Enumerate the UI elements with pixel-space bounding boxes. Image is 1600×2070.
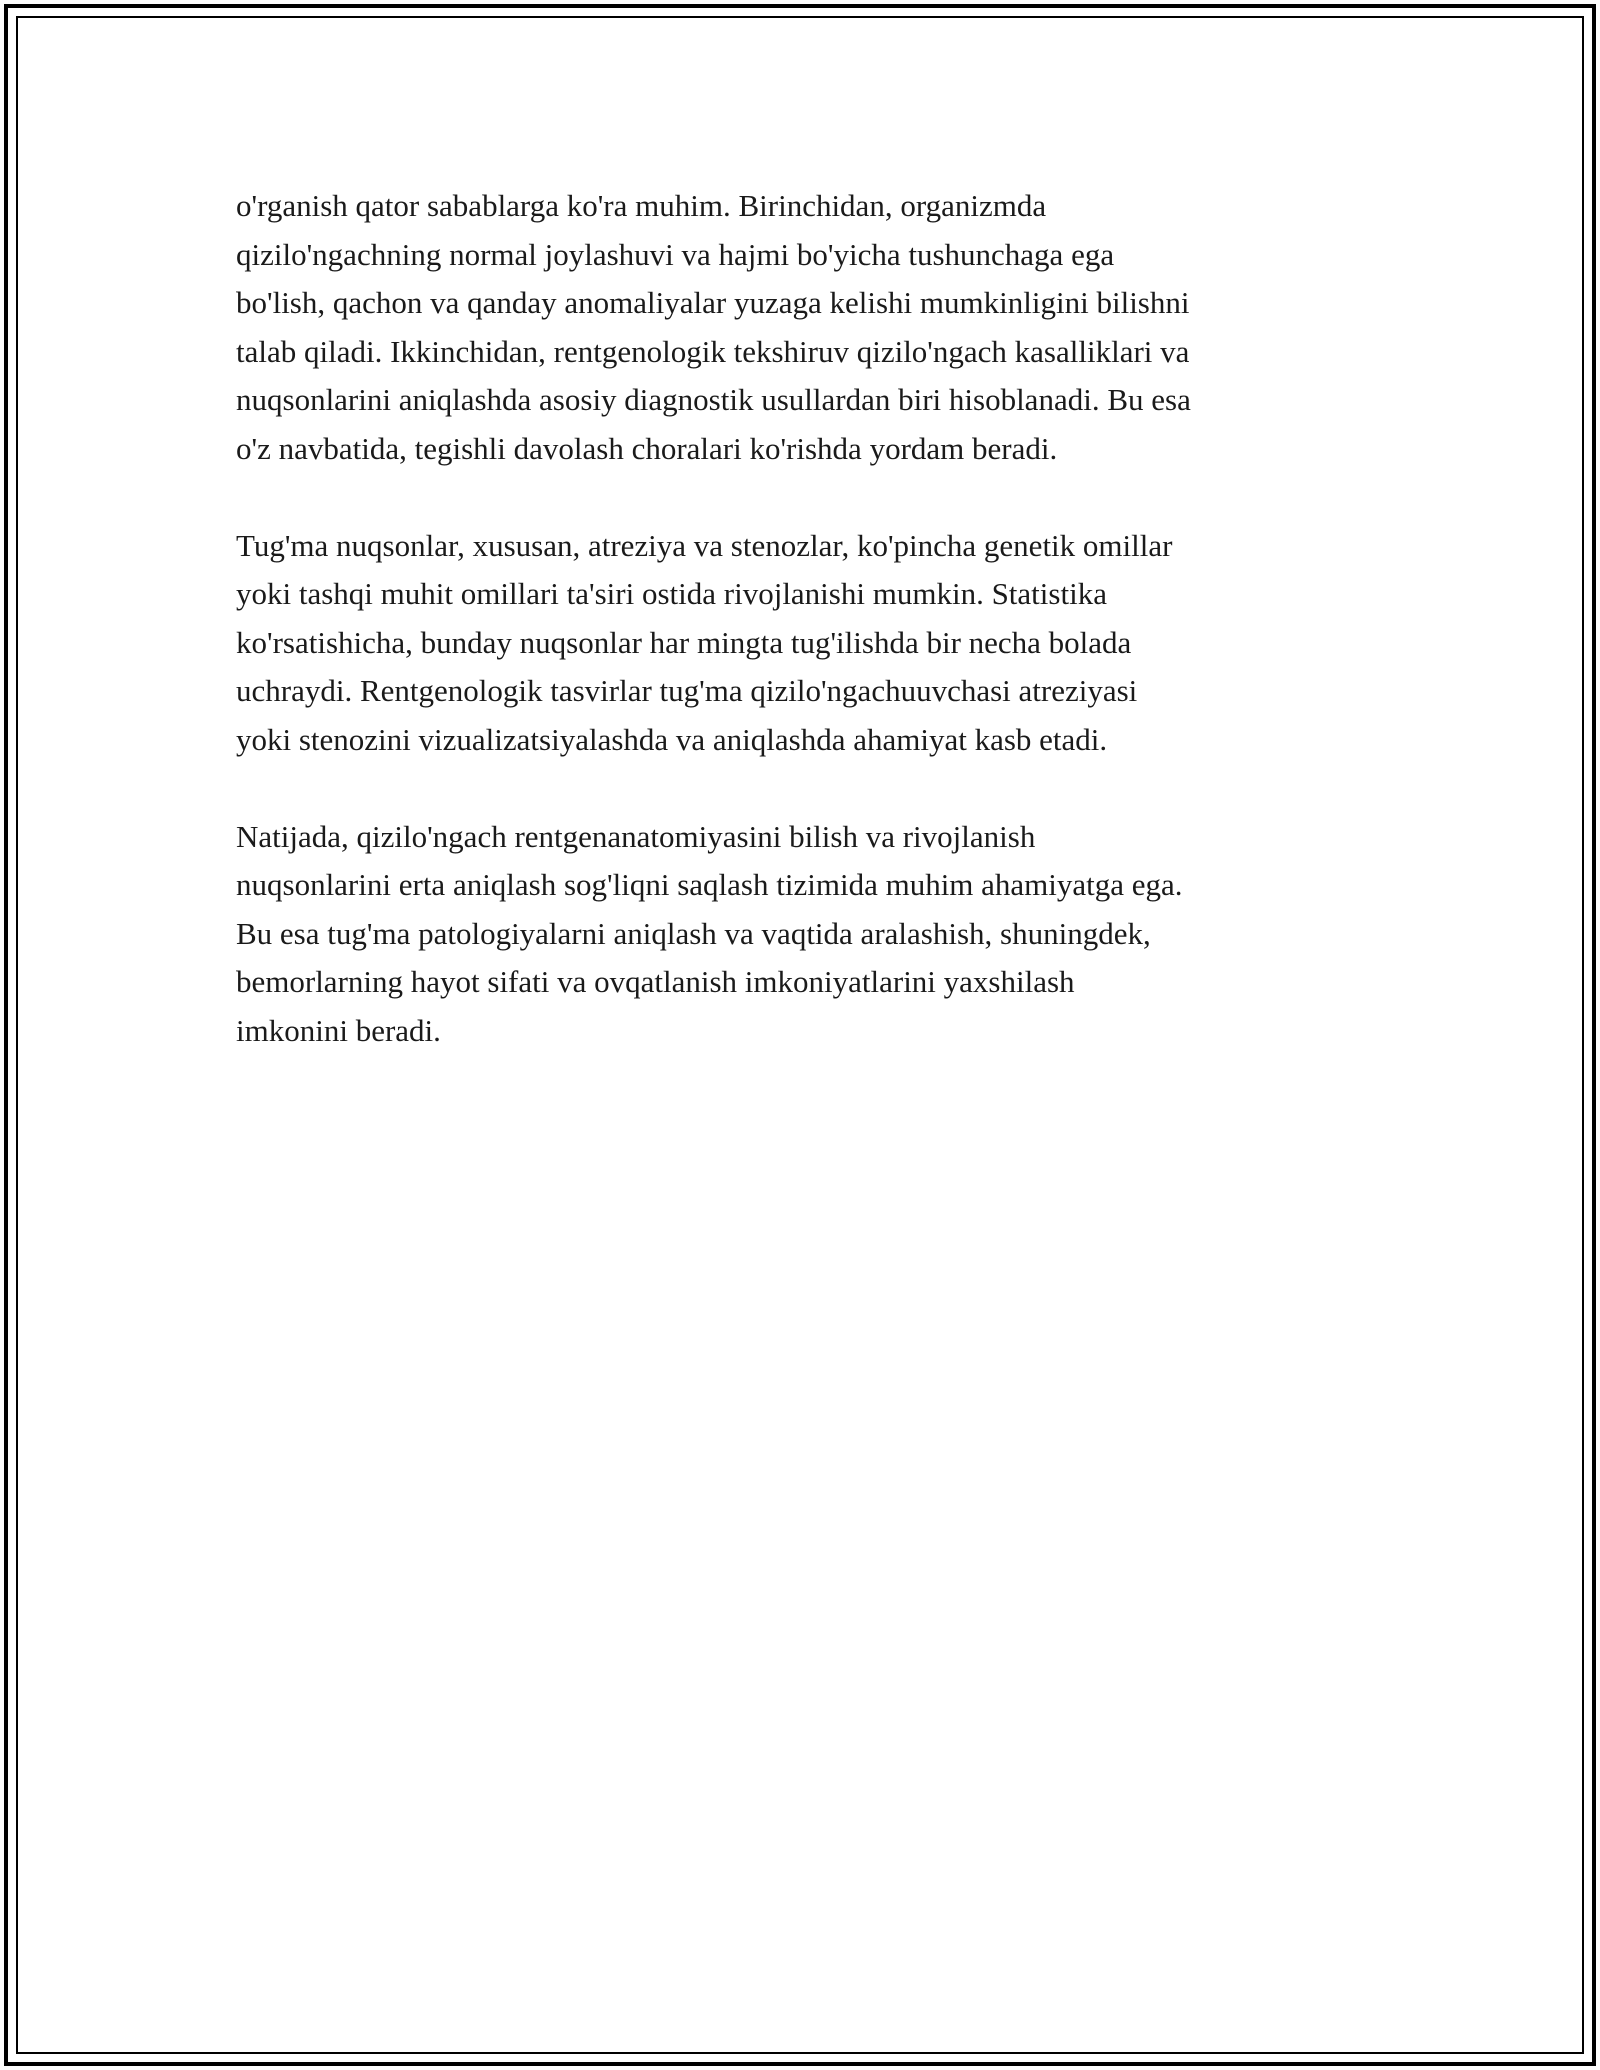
paragraph-2: Tug'ma nuqsonlar, xususan, atreziya va stenozlar, ko'pincha genetik omillar yoki tashqi muhit omillari ta'siri ostida rivojlanishi mumkin. Statistika ko'rsatishicha, bunday nuqsonlar har mingta tug'ilishda bir necha bolada uchraydi. Rentgenologik tasvirlar tug'ma qizilo'ngachuuvchasi atreziyasi yoki stenozini vizualizatsiyalashda va aniqlashda ahamiyat kasb etadi. [236, 527, 1173, 757]
paragraph-3: Natijada, qizilo'ngach rentgenanatomiyasini bilish va rivojlanish nuqsonlarini erta aniqlash sog'liqni saqlash tizimida muhim ahamiyatga ega. Bu esa tug'ma patologiyalarni aniqlash va vaqtida aralashish, shuningdek, bemorlarning hayot sifati va ovqatlanish imkoniyatlarini yaxshilash imkonini beradi. [236, 818, 1183, 1048]
paragraph-1: o'rganish qator sabablarga ko'ra muhim. Birinchidan, organizmda qizilo'ngachning normal joylashuvi va hajmi bo'yicha tushunchaga ega bo'lish, qachon va qanday anomaliyalar yuzaga kelishi mumkinligini bilishni talab qiladi. Ikkinchidan, rentgenologik tekshiruv qizilo'ngach kasalliklari va nuqsonlarini aniqlashda asosiy diagnostik usullardan biri hisoblanadi. Bu esa o'z navbatida, tegishli davolash choralari ko'rishda yordam beradi. [236, 188, 1191, 466]
document-body [236, 182, 1416, 1055]
